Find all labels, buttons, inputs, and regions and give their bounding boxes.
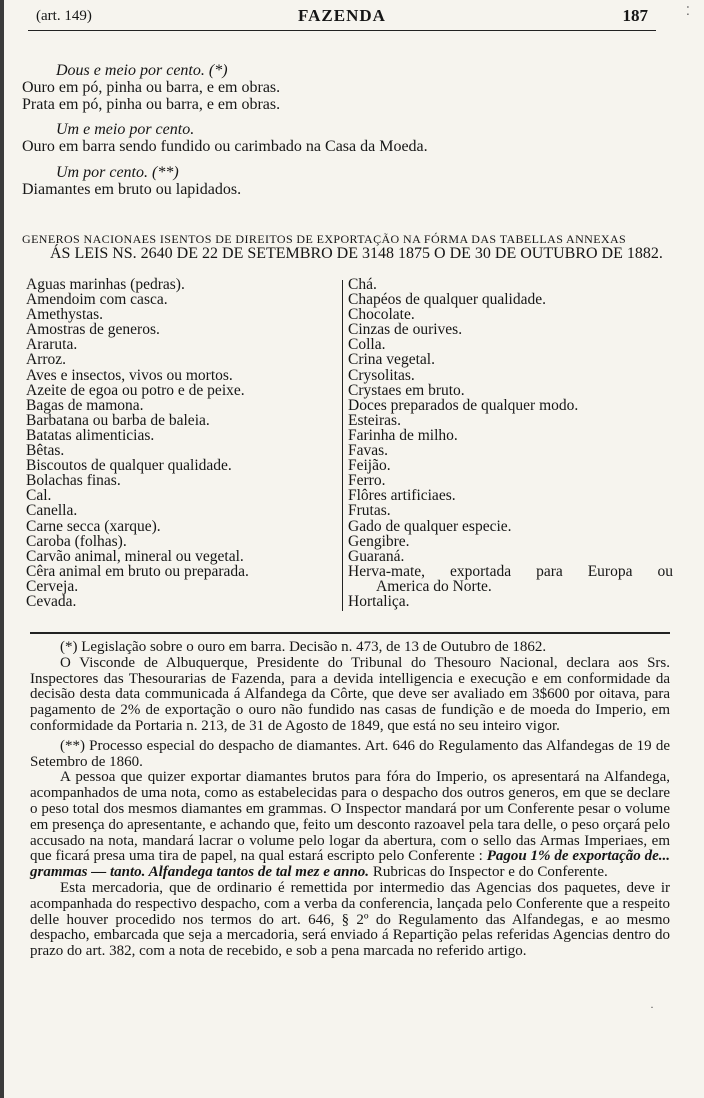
list-item: Amostras de generos. [26,321,160,339]
word: para [536,562,563,580]
page-number: 187 [622,6,648,25]
list-item: Aves e insectos, vivos ou mortos. [26,366,233,384]
list-item: Flôres artificiaes. [348,487,456,505]
list-item: Chocolate. [348,306,415,324]
list-item: Hortaliça. [348,592,410,610]
tax-block-1-percent [22,164,662,198]
list-item: Bolachas finas. [26,472,121,490]
tax-heading: Dous e meio por cento. (*) [56,62,228,79]
tax-line: Diamantes em bruto ou lapidados. [22,181,242,198]
header-rule [28,30,656,31]
list-item: Chá. [348,276,377,293]
list-item: Esteiras. [348,411,401,429]
footnote-1-heading: (*) Legislação sobre o ouro em barra. Decisão n. 473, de 13 de Outubro de 1862. [60,639,547,655]
list-item: Colla. [348,336,386,354]
tax-block-2-5-percent [22,62,662,113]
list-item: Barbatana ou barba de baleia. [26,411,210,429]
list-item: Carne secca (xarque). [26,517,161,535]
list-item: Farinha de milho. [348,426,458,444]
exempt-goods-left-column [26,277,336,609]
list-item: Aguas marinhas (pedras). [26,276,185,293]
page-title: FAZENDA [298,6,386,25]
list-item: Frutas. [348,502,391,520]
word: Europa [587,562,633,580]
column-divider [342,280,343,611]
list-item: Bagas de mamona. [26,396,144,414]
tax-block-1-5-percent [22,121,662,155]
page-edge-shadow [0,0,4,1098]
footnote-1-body: O Visconde de Albuquerque, Presidente do Tribunal do Thesouro Nacional, declara aos Srs. Inspectores das Thesourarias de Fazenda, para a devida intelligencia e execução e em conformidade da decisão desta data communicada á Alfandega da Côrte, que deve ser avaliado em 3$600 por oitava, para pagamento de 2% de exportação o ouro não fundido nas casas de fundição e de moeda do Imperio, em conformidade da Portaria n. 213, de 31 de Agosto de 1849, que está no seu inteiro vigor. [30,654,670,734]
list-item: Bêtas. [26,442,65,460]
list-item: Favas. [348,442,389,460]
list-item: Doces preparados de qualquer modo. [348,396,579,414]
list-item: Batatas alimenticias. [26,426,155,444]
word: Herva-mate, [348,562,426,580]
list-item: Ferro. [348,472,386,490]
list-item: Amethystas. [26,306,104,324]
running-header [28,6,656,30]
footnote-2-agencies: Esta mercadoria, que de ordinario é remettida por intermedio das Agencias dos paquetes, deve ir acompanhada do respectivo despacho, com a verba da conferencia, lançada pelo Conferente que a respeito delle houver procedido nos termos do art. 646, § 2º do Regulamento das Alfandegas, e ao mesmo despacho, embarcada que seja a mercadoria, será enviado á Repartição pelas referidas Agencias dentro do prazo do art. 382, com a nota de recebido, e sob a pena marcada no referido artigo. [30,879,670,960]
word: exportada [450,562,512,580]
list-item: Crina vegetal. [348,351,435,369]
tax-heading: Um e meio por cento. [56,121,195,138]
exempt-goods-right-column [348,277,673,609]
article-reference: (art. 149) [36,8,92,24]
list-item: Feijão. [348,457,391,475]
footnote-2-rubric: Rubricas do Inspector e do Conferente. [372,864,608,881]
list-item: Carvão animal, mineral ou vegetal. [26,547,244,565]
list-item: Cal. [26,487,52,505]
list-item: Cêra animal em bruto ou preparada. [26,562,249,580]
list-item-herva-mate [348,564,673,579]
section-caps-title: GENEROS NACIONAES ISENTOS DE DIREITOS DE EXPORTAÇÃO NA FÓRMA DAS TABELLAS ANNEXAS [22,232,627,246]
list-item: Gengibre. [348,532,410,550]
tax-line: Ouro em barra sendo fundido ou carimbado na Casa da Moeda. [22,138,428,155]
list-item-continuation: America do Norte. [376,577,492,595]
footnote-2-body [30,770,670,881]
footnote-rule [30,632,670,634]
list-item: Crysolitas. [348,366,415,384]
list-item: Crystaes em bruto. [348,381,465,399]
tax-heading: Um por cento. (**) [56,164,179,181]
list-item: Arroz. [26,351,67,369]
list-item: Guaraná. [348,547,405,565]
list-item: Caroba (folhas). [26,532,127,550]
word: ou [657,562,673,580]
footnote-2-formula: Pagou 1% de exportação de... grammas — tanto. Alfandega tantos de tal mez e anno. [30,848,670,881]
list-item: Amendoim com casca. [26,291,168,309]
margin-mark: · [650,1000,654,1014]
list-item: Canella. [26,502,78,520]
list-item: Gado de qualquer especie. [348,517,512,535]
list-item: Cinzas de ourives. [348,321,463,339]
list-item: Biscoutos de qualquer qualidade. [26,457,232,475]
tax-line: Prata em pó, pinha ou barra, e em obras. [22,96,281,113]
list-item: Azeite de egoa ou potro e de peixe. [26,381,245,399]
list-item: Chapéos de qualquer qualidade. [348,291,546,309]
tax-line: Ouro em pó, pinha ou barra, e em obras. [22,79,281,96]
footnote-2-heading: (**) Processo especial do despacho de diamantes. Art. 646 do Regulamento das Alfandegas de 19 de Setembro de 1860. [30,737,670,770]
footnote-2-text: A pessoa que quizer exportar diamantes brutos para fóra do Imperio, os apresentará na Alfandega, acompanhados de uma nota, como as estabelecidas para o despacho dos outros generos, em que se declare o peso total dos mesmos diamantes em grammas. O Inspector mandará por um Conferente pesar o volume em presença do apresentante, e achando que, feito um desconto razoavel pela tara delle, o peso orçará pelo accusado na nota, mandará lacrar o volume pelo logar da abertura, com o sello das Armas Imperiaes, em que ficará presa uma tira de papel, na qual estará escripto pelo Conferente : [30,769,670,865]
list-item: Araruta. [26,336,78,354]
section-laws-line: ÁS LEIS NS. 2640 DE 22 DE SETEMBRO DE 3148 1875 O DE 30 DE OUTUBRO DE 1882. [50,245,663,262]
list-item: Cerveja. [26,577,79,595]
footnotes [30,640,670,960]
list-item: Cevada. [26,592,77,610]
margin-mark: ⁚ [686,4,690,18]
